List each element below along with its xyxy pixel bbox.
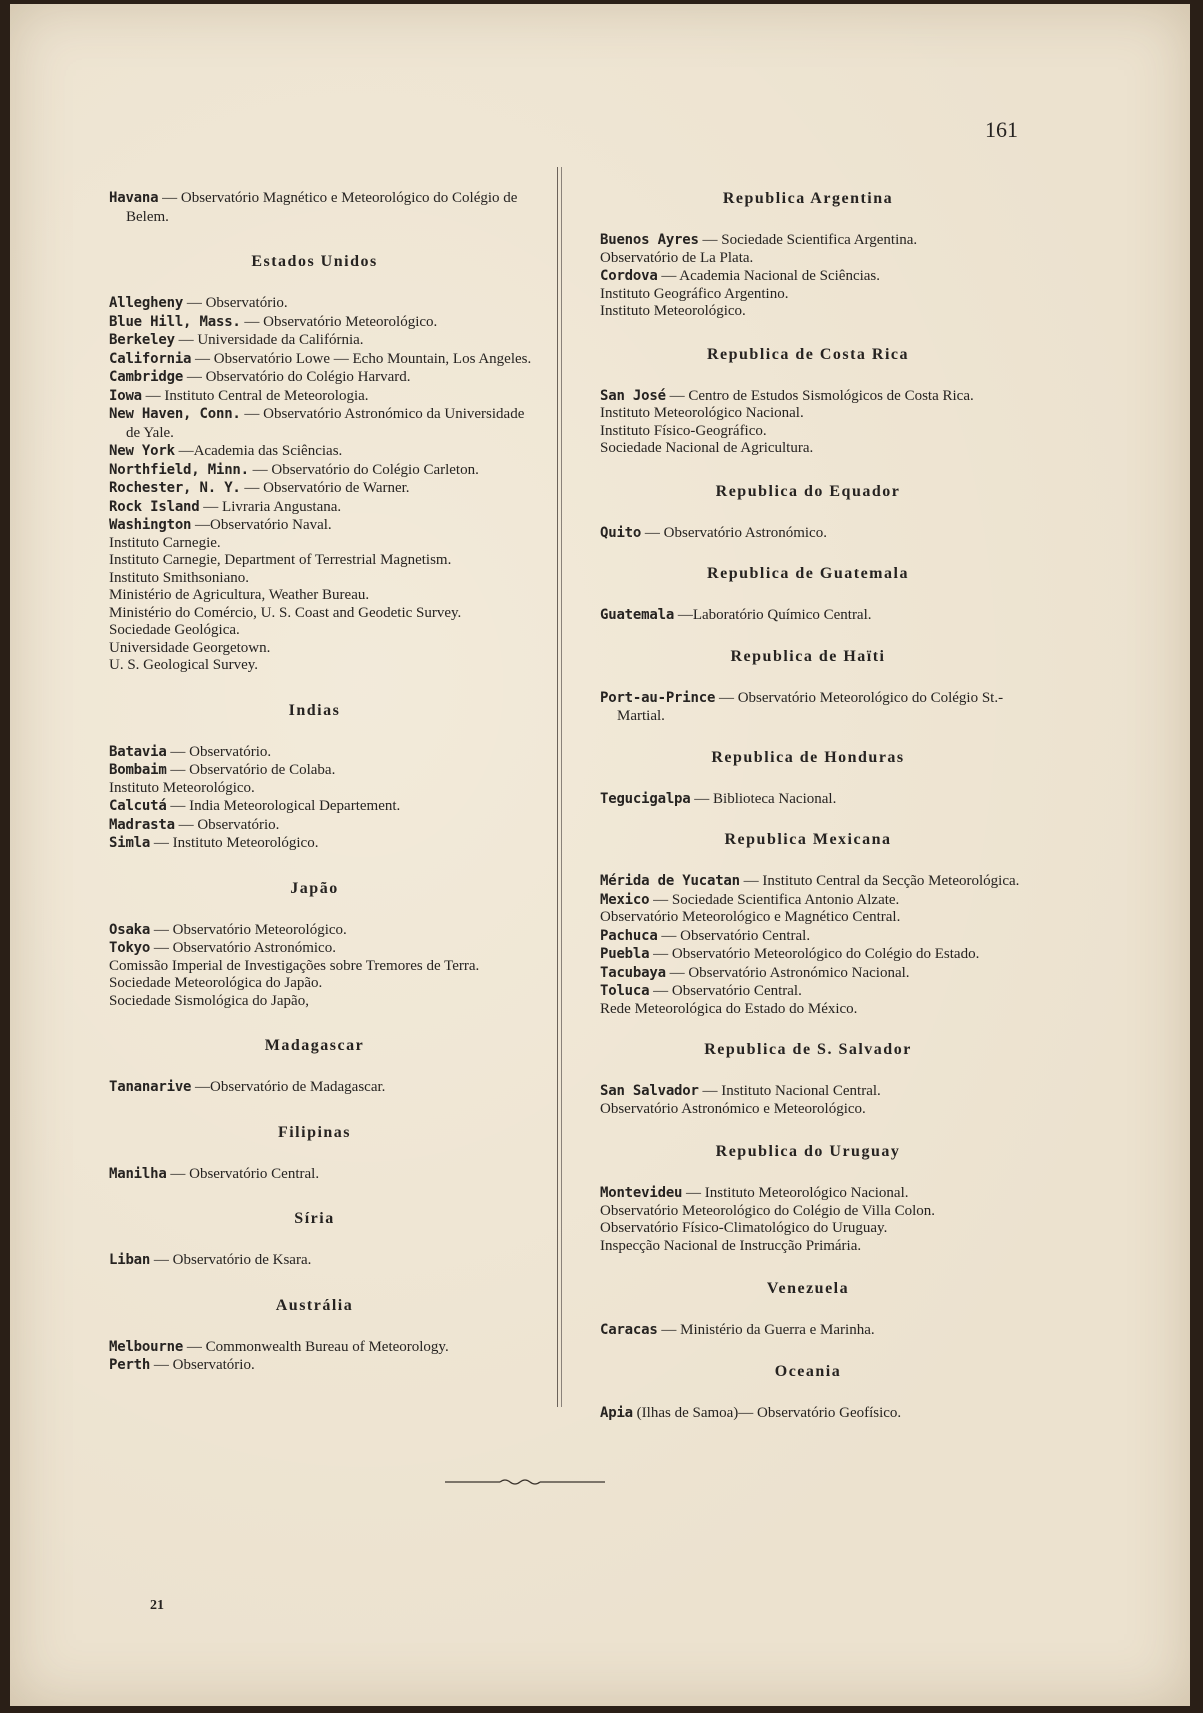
entry	[583, 1404, 1033, 1423]
sub-institution: Sociedade Geológica.	[109, 622, 240, 638]
section-title: Estados Unidos	[251, 253, 378, 270]
place-name: Liban	[109, 1252, 151, 1268]
place-name: Tokyo	[109, 940, 151, 956]
sub-institution: Sociedade Sismológica do Japão,	[109, 992, 309, 1009]
place-name: Batavia	[109, 743, 167, 760]
section	[583, 189, 1033, 321]
institution: — Observatório Meteorológico.	[150, 921, 347, 938]
place-name: Tacubaya	[600, 964, 666, 981]
sub-institution: Sociedade Meteorológica do Japão.	[109, 975, 323, 991]
sub-institution: Observatório Astronómico e Meteorológico.	[600, 1100, 866, 1117]
sub-institution: Ministério de Agricultura, Weather Bureau.	[109, 587, 370, 603]
end-ornament	[445, 1478, 605, 1486]
section	[92, 189, 537, 226]
place-name: Madrasta	[109, 816, 175, 833]
institution: — Observatório.	[174, 816, 280, 833]
section	[92, 252, 537, 675]
entry	[92, 834, 537, 853]
institution: — Observatório Magnético e Meteorológico do Colégio de Belem.	[126, 190, 518, 225]
institution: — Observatório Lowe — Echo Mountain, Los Angeles.	[191, 350, 532, 367]
section-title: Filipinas	[277, 1123, 352, 1141]
entry	[92, 1078, 537, 1097]
institution: — India Meteorological Departement.	[166, 798, 401, 814]
place-name: New York	[109, 443, 175, 459]
section	[92, 1036, 537, 1097]
section	[92, 1296, 537, 1375]
institution: — Universidade da Califórnia.	[174, 332, 364, 348]
entry	[583, 1184, 1033, 1203]
place-name: Montevideu	[600, 1185, 683, 1201]
institution: —Observatório de Madagascar.	[191, 1079, 386, 1095]
section	[583, 647, 1033, 726]
institution: — Observatório de Ksara.	[150, 1252, 312, 1268]
right-column	[583, 167, 1033, 1422]
institution: — Ministério da Guerra e Marinha.	[657, 1322, 875, 1338]
sub-institution: Rede Meteorológica do Estado do México.	[600, 1000, 858, 1017]
entry	[583, 606, 1033, 625]
place-name: Toluca	[600, 983, 650, 999]
section	[583, 1142, 1033, 1255]
institution: — Commonwealth Bureau of Meteorology.	[183, 1338, 449, 1355]
section-title: Síria	[294, 1210, 335, 1227]
place-name: Washington	[109, 517, 192, 533]
entry	[92, 368, 537, 387]
institution: — Observatório Meteorológico do Colégio do Estado.	[649, 946, 980, 962]
entry	[92, 461, 537, 480]
place-name: Rock Island	[109, 498, 200, 515]
entry	[92, 761, 537, 780]
sub-institution: Instituto Meteorológico.	[109, 779, 255, 796]
place-name: Berkeley	[109, 332, 175, 348]
entry	[92, 921, 537, 940]
place-name: Mexico	[600, 891, 650, 908]
entry	[92, 1165, 537, 1184]
entry	[92, 498, 537, 517]
section	[583, 830, 1033, 1018]
entry	[583, 927, 1033, 946]
section-title: Republica Argentina	[722, 190, 894, 207]
section	[583, 345, 1033, 458]
section	[583, 564, 1033, 625]
entry	[92, 816, 537, 835]
sub-institution: Instituto Geográfico Argentino.	[600, 285, 789, 302]
entry	[583, 267, 1033, 286]
entry	[92, 1251, 537, 1270]
entry	[583, 387, 1033, 406]
section	[583, 1362, 1033, 1423]
section-title: Austrália	[275, 1296, 354, 1314]
institution: (Ilhas de Samoa)— Observatório Geofísico.	[632, 1404, 902, 1421]
institution: — Observatório do Colégio Harvard.	[183, 369, 411, 385]
section	[92, 1123, 537, 1184]
sub-institution: Instituto Meteorológico Nacional.	[600, 405, 804, 421]
institution: — Observatório do Colégio Carleton.	[248, 461, 479, 478]
section	[583, 1279, 1033, 1340]
entry	[92, 405, 537, 442]
place-name: Buenos Ayres	[600, 232, 699, 248]
place-name: San Salvador	[600, 1083, 699, 1099]
section-title: Republica de Honduras	[711, 748, 905, 766]
place-name: Tegucigalpa	[600, 790, 691, 807]
place-name: New Haven, Conn.	[109, 406, 241, 422]
institution: —Academia das Sciências.	[174, 443, 343, 459]
entry	[92, 797, 537, 816]
place-name: Caracas	[600, 1322, 658, 1338]
institution: — Observatório Meteorológico do Colégio St.-Martial.	[617, 689, 1004, 724]
place-name: Cambridge	[109, 369, 184, 385]
section-title: Republica Mexicana	[724, 831, 892, 848]
place-name: Bombaim	[109, 762, 167, 778]
section	[92, 701, 537, 853]
sub-institution: Instituto Meteorológico.	[600, 303, 746, 319]
sub-institution: Observatório Meteorológico e Magnético Central.	[600, 909, 901, 925]
institution: —Observatório Naval.	[191, 517, 332, 533]
institution: — Sociedade Scientifica Argentina.	[698, 232, 918, 248]
place-name: California	[109, 350, 192, 367]
place-name: Iowa	[109, 387, 142, 404]
section	[583, 748, 1033, 809]
place-name: Port-au-Prince	[600, 689, 716, 706]
institution: — Instituto Nacional Central.	[698, 1083, 881, 1099]
entry	[92, 516, 537, 535]
section-title: Republica de Guatemala	[707, 565, 909, 582]
entry	[583, 891, 1033, 910]
section	[92, 879, 537, 1011]
sub-institution: Instituto Smithsoniano.	[109, 569, 250, 586]
place-name: Northfield, Minn.	[109, 461, 249, 478]
section-title: Republica de Costa Rica	[706, 345, 910, 363]
institution: —Laboratório Químico Central.	[674, 607, 872, 623]
place-name: Osaka	[109, 921, 151, 938]
place-name: Melbourne	[109, 1338, 184, 1355]
entry	[583, 872, 1033, 891]
entry	[92, 294, 537, 313]
sub-institution: Instituto Carnegie, Department of Terrestrial Magnetism.	[109, 552, 452, 568]
sub-institution: U. S. Geological Survey.	[109, 657, 259, 673]
institution: — Observatório Central.	[649, 983, 802, 999]
sub-institution: Instituto Carnegie.	[109, 534, 221, 551]
entry	[92, 189, 537, 226]
left-column	[92, 167, 537, 1375]
institution: — Observatório Astronómico.	[641, 524, 827, 541]
entry	[92, 313, 537, 332]
place-name: Cordova	[600, 268, 658, 284]
entry	[583, 790, 1033, 809]
institution: — Observatório de Warner.	[240, 480, 410, 496]
entry	[92, 939, 537, 958]
section-title: Republica de S. Salvador	[704, 1041, 912, 1058]
section-title: Indias	[288, 701, 341, 719]
section-title: Republica do Equador	[715, 482, 901, 500]
page	[10, 4, 1190, 1706]
entry	[583, 1321, 1033, 1340]
place-name: Simla	[109, 835, 151, 851]
entry	[92, 1356, 537, 1375]
entry	[92, 743, 537, 762]
place-name: Allegheny	[109, 295, 184, 311]
institution: — Observatório Central.	[657, 927, 811, 944]
sub-institution: Observatório Meteorológico do Colégio de Villa Colon.	[600, 1202, 936, 1219]
place-name: Manilha	[109, 1165, 167, 1182]
section	[583, 482, 1033, 543]
place-name: Calcutá	[109, 798, 167, 814]
institution: — Academia Nacional de Sciências.	[657, 268, 881, 284]
sub-institution: Universidade Georgetown.	[109, 639, 271, 656]
institution: — Instituto Central de Meteorologia.	[141, 387, 369, 404]
sub-institution: Observatório de La Plata.	[600, 249, 754, 266]
sub-institution: Observatório Físico-Climatológico do Uruguay.	[600, 1220, 888, 1236]
place-name: Tananarive	[109, 1079, 192, 1095]
entry	[583, 964, 1033, 983]
sub-institution: Ministério do Comércio, U. S. Coast and Geodetic Survey.	[109, 604, 462, 621]
section-title: Republica de Haïti	[730, 647, 886, 665]
entry	[92, 350, 537, 369]
institution: — Biblioteca Nacional.	[690, 790, 837, 807]
entry	[92, 387, 537, 406]
place-name: Pachuca	[600, 927, 658, 944]
institution: — Observatório Astronómico da Universidade de Yale.	[126, 406, 525, 441]
section-title: Oceania	[774, 1362, 842, 1380]
place-name: Blue Hill, Mass.	[109, 313, 241, 330]
institution: — Sociedade Scientifica Antonio Alzate.	[649, 891, 900, 908]
section-title: Republica do Uruguay	[715, 1143, 901, 1160]
sub-institution: Sociedade Nacional de Agricultura.	[600, 440, 814, 456]
place-name: San José	[600, 387, 666, 404]
entry	[583, 689, 1033, 726]
column-divider-inner	[561, 167, 562, 1407]
institution: — Observatório Meteorológico.	[240, 313, 438, 330]
entry	[92, 479, 537, 498]
institution: — Observatório Central.	[166, 1165, 320, 1182]
institution: — Centro de Estudos Sismológicos de Costa Rica.	[665, 387, 974, 404]
folio-number: 21	[150, 1598, 164, 1613]
sub-institution: Instituto Físico-Geográfico.	[600, 422, 767, 439]
institution: — Instituto Central da Secção Meteorológica.	[739, 873, 1020, 889]
institution: — Livraria Angustana.	[199, 498, 342, 515]
entry	[583, 1082, 1033, 1101]
place-name: Perth	[109, 1357, 151, 1373]
entry	[92, 1338, 537, 1357]
section-title: Madagascar	[264, 1037, 365, 1054]
sub-institution: Inspecção Nacional de Instrucção Primária.	[600, 1237, 862, 1254]
place-name: Guatemala	[600, 607, 675, 623]
place-name: Rochester, N. Y.	[109, 480, 241, 496]
place-name: Puebla	[600, 946, 650, 962]
entry	[92, 442, 537, 461]
institution: — Observatório.	[166, 743, 272, 760]
institution: — Observatório.	[150, 1357, 255, 1373]
entry	[583, 982, 1033, 1001]
place-name: Havana	[109, 190, 159, 206]
place-name: Quito	[600, 524, 642, 541]
sub-institution: Comissão Imperial de Investigações sobre Tremores de Terra.	[109, 957, 480, 974]
institution: — Instituto Meteorológico.	[150, 835, 319, 851]
entry	[92, 331, 537, 350]
place-name: Mérida de Yucatan	[600, 873, 740, 889]
institution: — Observatório Astronómico Nacional.	[665, 964, 910, 981]
section	[92, 1209, 537, 1270]
institution: — Observatório.	[183, 295, 288, 311]
section-title: Japão	[290, 879, 339, 897]
institution: — Observatório Astronómico.	[150, 940, 336, 956]
section	[583, 1040, 1033, 1118]
entry	[583, 945, 1033, 964]
entry	[583, 231, 1033, 250]
place-name: Apia	[600, 1404, 633, 1421]
column-divider	[557, 167, 558, 1407]
institution: — Observatório de Colaba.	[166, 762, 336, 778]
page-number: 161	[985, 117, 1018, 142]
section-title: Venezuela	[766, 1280, 850, 1297]
institution: — Instituto Meteorológico Nacional.	[682, 1185, 909, 1201]
entry	[583, 524, 1033, 543]
